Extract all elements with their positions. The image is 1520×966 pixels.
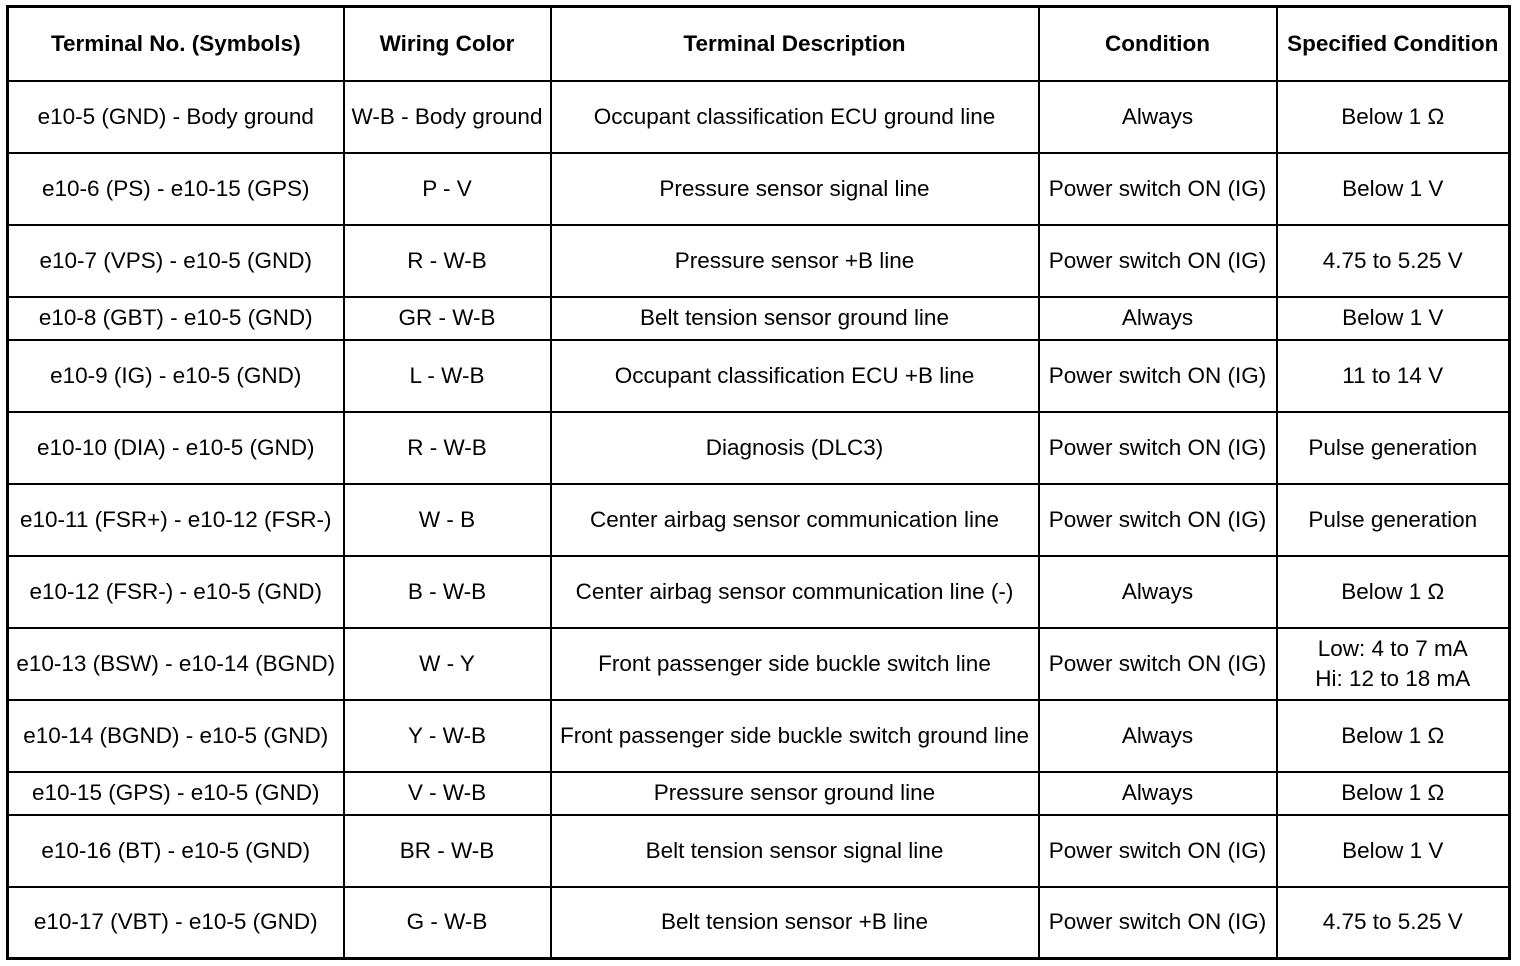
table-row xyxy=(8,153,1510,225)
header-specified-condition: Specified Condition xyxy=(1277,7,1510,81)
terminal-cell: e10-11 (FSR+) - e10-12 (FSR-) xyxy=(8,484,344,556)
table-row xyxy=(8,772,1510,815)
table-row xyxy=(8,340,1510,412)
table-row xyxy=(8,81,1510,153)
specified-value-hi: Hi: 12 to 18 mA xyxy=(1315,665,1471,691)
wiring-color-cell: W - B xyxy=(344,484,551,556)
specified-value-low: Low: 4 to 7 mA xyxy=(1317,635,1468,661)
terminal-cell: e10-14 (BGND) - e10-5 (GND) xyxy=(8,700,344,772)
specified-value: Below 1 Ω xyxy=(1341,103,1445,129)
condition-cell: Always xyxy=(1039,81,1277,153)
terminal-cell: e10-7 (VPS) - e10-5 (GND) xyxy=(8,225,344,297)
wiring-color-cell: R - W-B xyxy=(344,225,551,297)
terminal-cell: e10-8 (GBT) - e10-5 (GND) xyxy=(8,297,344,340)
condition-cell: Power switch ON (IG) xyxy=(1039,412,1277,484)
condition-cell: Power switch ON (IG) xyxy=(1039,628,1277,700)
specified-condition-cell xyxy=(1277,340,1510,412)
specified-condition-cell xyxy=(1277,153,1510,225)
specified-condition-cell xyxy=(1277,225,1510,297)
wiring-color-cell: V - W-B xyxy=(344,772,551,815)
table-row xyxy=(8,887,1510,959)
condition-cell: Always xyxy=(1039,297,1277,340)
table-row xyxy=(8,815,1510,887)
wiring-color-cell: Y - W-B xyxy=(344,700,551,772)
condition-cell: Power switch ON (IG) xyxy=(1039,887,1277,959)
specified-condition-cell xyxy=(1277,772,1510,815)
description-cell: Pressure sensor +B line xyxy=(551,225,1039,297)
terminal-cell: e10-5 (GND) - Body ground xyxy=(8,81,344,153)
header-condition: Condition xyxy=(1039,7,1277,81)
description-cell: Occupant classification ECU +B line xyxy=(551,340,1039,412)
wiring-color-cell: W - Y xyxy=(344,628,551,700)
wiring-color-cell: L - W-B xyxy=(344,340,551,412)
description-cell: Center airbag sensor communication line (-) xyxy=(551,556,1039,628)
description-cell: Occupant classification ECU ground line xyxy=(551,81,1039,153)
specified-value: Pulse generation xyxy=(1308,506,1478,532)
condition-cell: Power switch ON (IG) xyxy=(1039,484,1277,556)
description-cell: Pressure sensor ground line xyxy=(551,772,1039,815)
terminal-spec-table xyxy=(6,5,1511,960)
specified-condition-cell xyxy=(1277,815,1510,887)
wiring-color-cell: G - W-B xyxy=(344,887,551,959)
table-row xyxy=(8,484,1510,556)
header-terminal-no: Terminal No. (Symbols) xyxy=(8,7,344,81)
specified-value: Below 1 Ω xyxy=(1341,578,1445,604)
table-row xyxy=(8,297,1510,340)
specified-value: Below 1 V xyxy=(1342,837,1444,863)
terminal-cell: e10-9 (IG) - e10-5 (GND) xyxy=(8,340,344,412)
description-cell: Front passenger side buckle switch line xyxy=(551,628,1039,700)
description-cell: Center airbag sensor communication line xyxy=(551,484,1039,556)
condition-cell: Power switch ON (IG) xyxy=(1039,153,1277,225)
terminal-cell: e10-13 (BSW) - e10-14 (BGND) xyxy=(8,628,344,700)
specified-condition-cell xyxy=(1277,556,1510,628)
wiring-color-cell: R - W-B xyxy=(344,412,551,484)
terminal-cell: e10-10 (DIA) - e10-5 (GND) xyxy=(8,412,344,484)
specified-value: Below 1 Ω xyxy=(1341,722,1445,748)
table-header-row xyxy=(8,7,1510,81)
table-row xyxy=(8,700,1510,772)
description-cell: Belt tension sensor ground line xyxy=(551,297,1039,340)
specified-condition-cell xyxy=(1277,412,1510,484)
specified-condition-cell xyxy=(1277,297,1510,340)
description-cell: Pressure sensor signal line xyxy=(551,153,1039,225)
condition-cell: Power switch ON (IG) xyxy=(1039,225,1277,297)
specified-value: 11 to 14 V xyxy=(1342,362,1444,388)
wiring-color-cell: P - V xyxy=(344,153,551,225)
header-wiring-color: Wiring Color xyxy=(344,7,551,81)
wiring-color-cell: GR - W-B xyxy=(344,297,551,340)
condition-cell: Always xyxy=(1039,556,1277,628)
specified-condition-cell xyxy=(1277,81,1510,153)
wiring-color-cell: BR - W-B xyxy=(344,815,551,887)
terminal-cell: e10-16 (BT) - e10-5 (GND) xyxy=(8,815,344,887)
description-cell: Diagnosis (DLC3) xyxy=(551,412,1039,484)
specified-condition-cell xyxy=(1277,628,1510,700)
specified-value: Below 1 Ω xyxy=(1341,780,1445,805)
description-cell: Belt tension sensor signal line xyxy=(551,815,1039,887)
specified-condition-cell xyxy=(1277,700,1510,772)
condition-cell: Always xyxy=(1039,772,1277,815)
specified-value: 4.75 to 5.25 V xyxy=(1322,247,1463,273)
wiring-color-cell: B - W-B xyxy=(344,556,551,628)
description-cell: Belt tension sensor +B line xyxy=(551,887,1039,959)
condition-cell: Power switch ON (IG) xyxy=(1039,815,1277,887)
specified-value: 4.75 to 5.25 V xyxy=(1322,909,1463,935)
table-row xyxy=(8,628,1510,700)
table-row xyxy=(8,556,1510,628)
specified-value: Pulse generation xyxy=(1308,434,1478,460)
terminal-cell: e10-6 (PS) - e10-15 (GPS) xyxy=(8,153,344,225)
table-row xyxy=(8,412,1510,484)
condition-cell: Power switch ON (IG) xyxy=(1039,340,1277,412)
terminal-cell: e10-12 (FSR-) - e10-5 (GND) xyxy=(8,556,344,628)
specified-value: Below 1 V xyxy=(1342,175,1444,201)
specified-condition-cell xyxy=(1277,887,1510,959)
terminal-cell: e10-17 (VBT) - e10-5 (GND) xyxy=(8,887,344,959)
condition-cell: Always xyxy=(1039,700,1277,772)
table-row xyxy=(8,225,1510,297)
wiring-color-cell: W-B - Body ground xyxy=(344,81,551,153)
specified-value: Below 1 V xyxy=(1342,305,1444,330)
header-terminal-description: Terminal Description xyxy=(551,7,1039,81)
description-cell: Front passenger side buckle switch ground line xyxy=(551,700,1039,772)
specified-condition-cell xyxy=(1277,484,1510,556)
terminal-cell: e10-15 (GPS) - e10-5 (GND) xyxy=(8,772,344,815)
terminal-spec-table-container xyxy=(6,5,1508,960)
